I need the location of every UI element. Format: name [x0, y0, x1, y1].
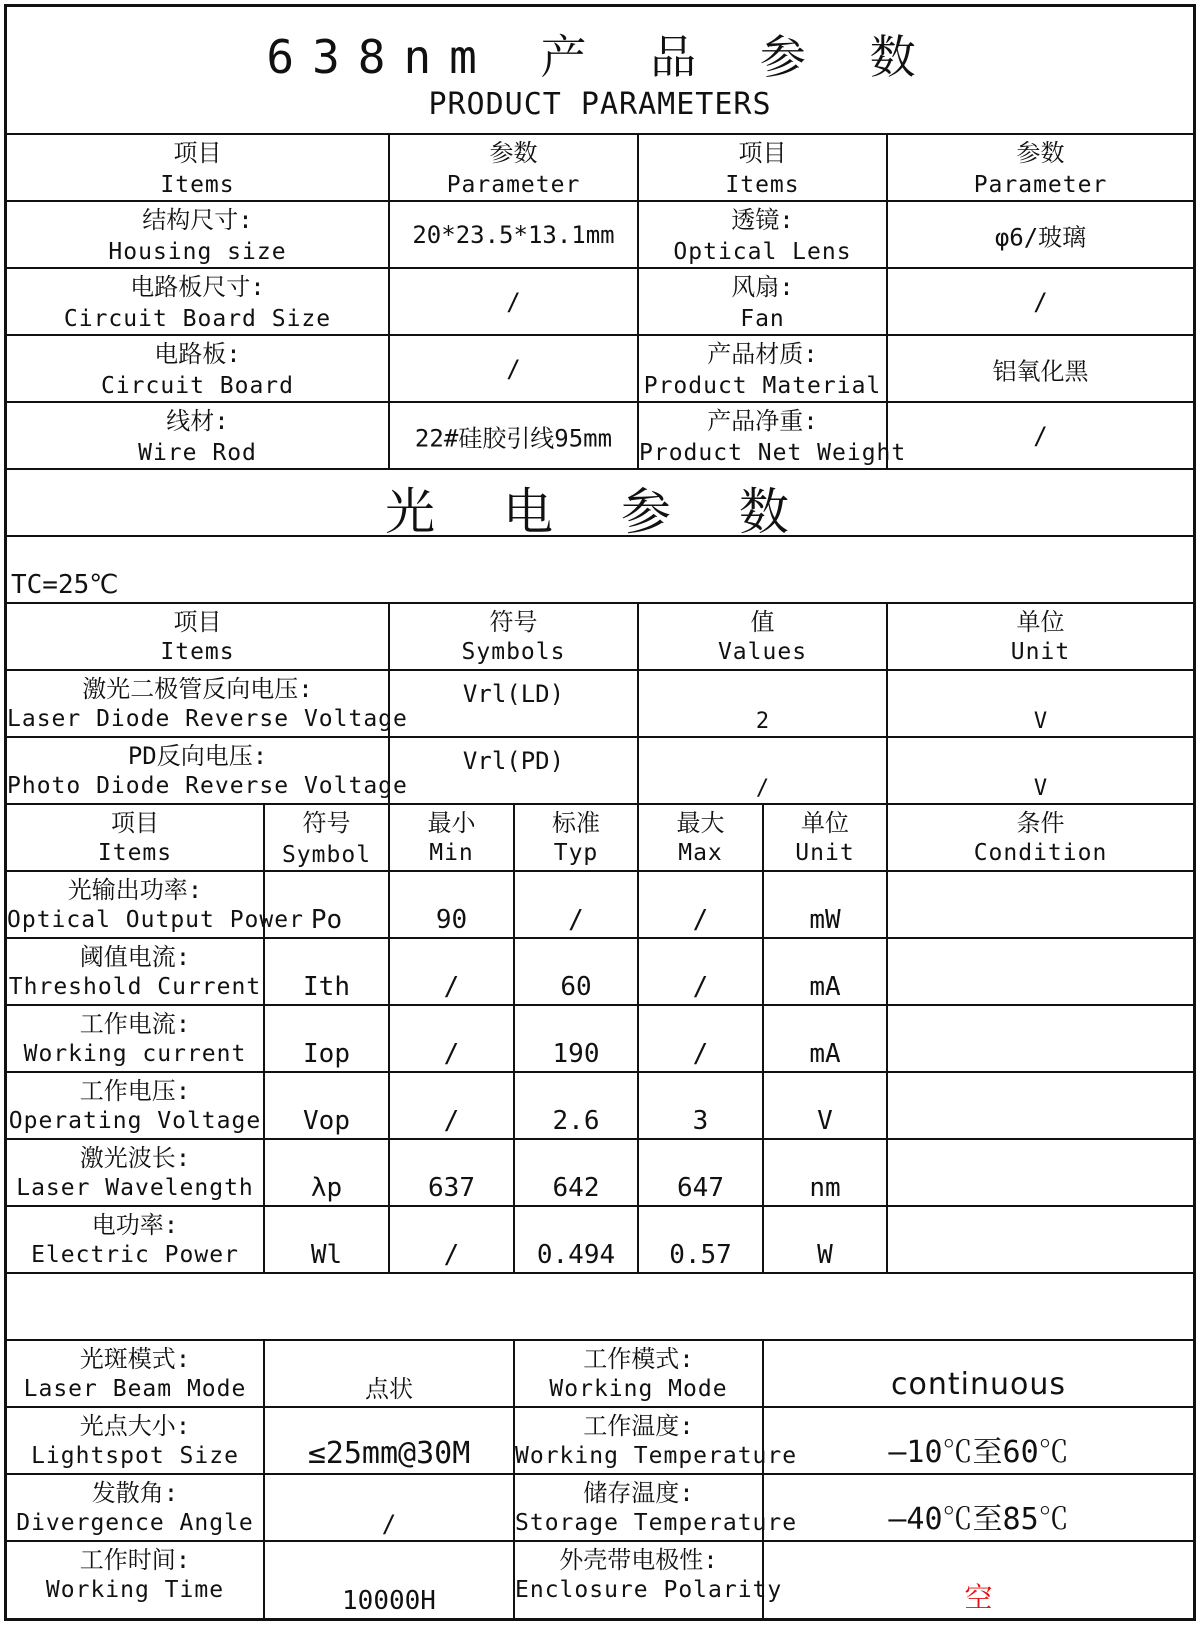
item-en: Laser Beam Mode — [23, 1376, 247, 1402]
item-cn: 工作模式: — [583, 1345, 694, 1373]
spec-min: / — [443, 1240, 460, 1270]
item-value: —40℃至85℃ — [888, 1502, 1069, 1537]
header-en: Items — [160, 639, 235, 665]
max-cell — [639, 1207, 764, 1272]
item-cell — [7, 269, 390, 334]
spec-symbol: λp — [310, 1173, 343, 1203]
item-en: Product Net Weight — [639, 440, 907, 466]
spec-max: 647 — [677, 1173, 724, 1203]
test-condition: TC=25℃ — [11, 570, 119, 600]
header-en: Max — [678, 840, 723, 866]
header-cell — [390, 135, 639, 200]
header-cn: 参数 — [489, 139, 538, 167]
item-en: Working Mode — [549, 1376, 728, 1402]
item-en: Operating Voltage — [8, 1108, 262, 1134]
header-cell — [639, 135, 888, 200]
typ-cell — [515, 1207, 639, 1272]
item-value: / — [755, 776, 770, 801]
item-cell — [7, 1207, 265, 1272]
item-en: Enclosure Polarity — [515, 1577, 783, 1603]
opto-header-row — [7, 604, 1193, 671]
item-symbol: Vrl(PD) — [462, 746, 565, 775]
header-en: Symbols — [461, 639, 566, 665]
max-cell — [639, 872, 764, 937]
header-cell — [639, 604, 888, 669]
value-cell — [265, 1542, 515, 1618]
item-cn: 光点大小: — [79, 1412, 191, 1440]
value-cell — [888, 269, 1193, 334]
symbol-cell — [390, 671, 639, 736]
header-cell — [265, 805, 390, 870]
spec-row — [7, 872, 1193, 939]
min-cell — [390, 872, 515, 937]
spec-symbol: Po — [310, 905, 343, 935]
item-en: Working Temperature — [515, 1443, 798, 1469]
header-en: Values — [717, 639, 808, 665]
item-en: Wire Rod — [138, 440, 257, 466]
value-cell — [390, 336, 639, 401]
header-cn: 单位 — [801, 809, 849, 837]
spec-unit: V — [817, 1106, 833, 1136]
item-en: Fan — [740, 306, 785, 332]
max-cell — [639, 939, 764, 1004]
value-cell — [390, 202, 639, 267]
header-cn: 值 — [750, 608, 775, 636]
spec-row — [7, 1073, 1193, 1140]
spec-symbol: Iop — [303, 1039, 350, 1069]
item-cell — [7, 939, 265, 1004]
header-cell — [888, 604, 1193, 669]
item-cn: 工作温度: — [583, 1412, 694, 1440]
item-value: 10000H — [342, 1586, 436, 1616]
item-cn: 光输出功率: — [67, 876, 203, 904]
typ-cell — [515, 872, 639, 937]
item-value: 22#硅胶引线95mm — [414, 424, 613, 452]
header-cell — [7, 135, 390, 200]
header-en: Min — [429, 840, 474, 866]
item-cn: 产品材质: — [707, 340, 818, 368]
mode-row — [7, 1408, 1193, 1475]
item-en: Working current — [23, 1041, 247, 1067]
item-value: continuous — [891, 1367, 1066, 1402]
spec-min: 637 — [428, 1173, 475, 1203]
item-cn: 阈值电流: — [79, 943, 191, 971]
header-cn: 项目 — [173, 608, 222, 636]
item-en: Circuit Board — [100, 373, 294, 399]
header-cell — [7, 604, 390, 669]
symbol-cell — [265, 872, 390, 937]
item-symbol: Vrl(LD) — [462, 679, 565, 708]
max-cell — [639, 1006, 764, 1071]
spec-min: / — [443, 972, 460, 1002]
item-en: Product Material — [643, 373, 882, 399]
condition-cell — [888, 1207, 1193, 1272]
item-value: —10℃至60℃ — [888, 1435, 1069, 1470]
header-cn: 标准 — [552, 809, 600, 837]
unit-cell — [764, 1073, 888, 1138]
header-cell — [888, 805, 1193, 870]
item-cn: 工作电压: — [79, 1077, 191, 1105]
spec-typ: 0.494 — [536, 1240, 616, 1270]
item-cell — [7, 1006, 265, 1071]
specs-header-row — [7, 805, 1193, 872]
symbol-cell — [265, 939, 390, 1004]
typ-cell — [515, 939, 639, 1004]
condition-cell — [888, 1006, 1193, 1071]
header-en: Items — [160, 172, 235, 198]
value-cell — [888, 336, 1193, 401]
unit-cell — [764, 1207, 888, 1272]
item-en: Photo Diode Reverse Voltage — [7, 773, 408, 799]
item-en: Laser Diode Reverse Voltage — [7, 706, 408, 732]
item-cn: 透镜: — [731, 206, 794, 234]
header-cn: 条件 — [1016, 809, 1065, 837]
item-unit: V — [1033, 709, 1048, 734]
item-cn: 外壳带电极性: — [559, 1546, 718, 1574]
product-header-row — [7, 135, 1193, 202]
value-cell — [265, 1408, 515, 1473]
item-cn: 储存温度: — [583, 1479, 694, 1507]
value-cell — [390, 269, 639, 334]
item-en: Optical Output Power — [7, 907, 304, 933]
item-cell — [639, 336, 888, 401]
header-cn: 符号 — [302, 809, 351, 837]
spec-typ: 2.6 — [552, 1106, 600, 1136]
spec-min: / — [443, 1106, 460, 1136]
item-cell — [7, 1140, 265, 1205]
item-cell — [7, 1475, 265, 1540]
mode-row — [7, 1475, 1193, 1542]
item-cn: 产品净重: — [707, 407, 818, 435]
item-en: Circuit Board Size — [63, 306, 332, 332]
item-cell — [7, 403, 390, 468]
header-en: Items — [97, 840, 173, 866]
item-cn: 结构尺寸: — [142, 206, 253, 234]
header-cn: 最大 — [676, 809, 725, 837]
value-cell — [639, 738, 888, 803]
typ-cell — [515, 1073, 639, 1138]
symbol-cell — [265, 1006, 390, 1071]
header-en: Symbol — [281, 842, 372, 868]
title-block — [7, 7, 1193, 135]
value-cell — [764, 1341, 1193, 1406]
item-cell — [639, 202, 888, 267]
item-value: 铝氧化黑 — [992, 357, 1089, 385]
item-value: / — [506, 287, 521, 316]
spec-typ: / — [568, 905, 584, 935]
spec-max: / — [692, 905, 709, 935]
header-cell — [888, 135, 1193, 200]
opto-row — [7, 671, 1193, 738]
item-cell — [7, 1073, 265, 1138]
spec-row — [7, 1006, 1193, 1073]
header-en: Condition — [973, 840, 1108, 866]
symbol-cell — [265, 1207, 390, 1272]
spec-typ: 60 — [560, 972, 592, 1002]
item-cn: 激光二极管反向电压: — [82, 675, 313, 703]
item-value: / — [1033, 287, 1048, 316]
header-cell — [639, 805, 764, 870]
enclosure-polarity-value: 空 — [964, 1581, 993, 1614]
item-cn: 线材: — [166, 407, 229, 435]
product-row — [7, 202, 1193, 269]
item-cn: PD反向电压: — [127, 742, 268, 770]
item-value: 20*23.5*13.1mm — [412, 220, 615, 249]
spec-row — [7, 1207, 1193, 1274]
tc-row — [7, 537, 1193, 604]
item-cell — [7, 202, 390, 267]
spec-unit: nm — [809, 1173, 841, 1203]
spec-typ: 190 — [552, 1039, 600, 1069]
spec-max: 3 — [692, 1106, 709, 1136]
spec-symbol: Vop — [303, 1106, 350, 1136]
item-cell — [515, 1542, 783, 1618]
header-en: Parameter — [446, 172, 581, 198]
header-en: Items — [725, 172, 800, 198]
item-value: φ6/玻璃 — [994, 223, 1087, 251]
min-cell — [390, 939, 515, 1004]
header-cell — [390, 805, 515, 870]
item-cn: 光斑模式: — [79, 1345, 191, 1373]
section-title: 光 电 参 数 — [385, 483, 815, 541]
item-cn: 工作电流: — [79, 1010, 191, 1038]
max-cell — [639, 1073, 764, 1138]
header-cn: 单位 — [1016, 608, 1065, 636]
value-cell — [888, 202, 1193, 267]
item-cell — [7, 1408, 265, 1473]
unit-cell — [888, 738, 1193, 803]
spec-max: 0.57 — [669, 1240, 732, 1270]
product-row — [7, 269, 1193, 336]
spec-max: / — [692, 972, 709, 1002]
unit-cell — [888, 671, 1193, 736]
unit-cell — [764, 872, 888, 937]
symbol-cell — [265, 1073, 390, 1138]
header-cn: 项目 — [738, 139, 787, 167]
header-en: Parameter — [973, 172, 1108, 198]
product-row — [7, 403, 1193, 470]
opto-row — [7, 738, 1193, 805]
header-cn: 最小 — [427, 809, 476, 837]
header-cell — [7, 805, 265, 870]
item-en: Laser Wavelength — [16, 1175, 254, 1201]
item-en: Lightspot Size — [31, 1443, 239, 1469]
item-value: / — [506, 354, 521, 383]
value-cell — [764, 1408, 1193, 1473]
spec-unit: mA — [809, 972, 841, 1002]
unit-cell — [764, 1006, 888, 1071]
item-cell — [7, 738, 408, 803]
header-cell — [390, 604, 639, 669]
spec-unit: mW — [809, 905, 841, 935]
parameter-sheet — [4, 4, 1196, 1621]
item-cn: 发散角: — [91, 1479, 179, 1507]
value-cell — [639, 671, 888, 736]
header-cn: 参数 — [1016, 139, 1065, 167]
item-cell — [515, 1341, 764, 1406]
min-cell — [390, 1073, 515, 1138]
header-en: Typ — [553, 840, 599, 866]
item-cn: 风扇: — [731, 273, 794, 301]
typ-cell — [515, 1006, 639, 1071]
item-cell — [7, 1542, 265, 1618]
item-cell — [515, 1475, 798, 1540]
item-en: Electric Power — [31, 1242, 239, 1268]
mode-row — [7, 1341, 1193, 1408]
spec-unit: W — [817, 1240, 833, 1270]
product-row — [7, 336, 1193, 403]
item-cell — [639, 403, 907, 468]
spec-row — [7, 939, 1193, 1006]
item-cn: 激光波长: — [79, 1144, 191, 1172]
item-cell — [515, 1408, 798, 1473]
item-cell — [7, 872, 304, 937]
item-cn: 工作时间: — [79, 1546, 191, 1574]
item-value: / — [381, 1510, 397, 1538]
value-cell — [265, 1475, 515, 1540]
condition-cell — [888, 1140, 1193, 1205]
unit-cell — [764, 939, 888, 1004]
spec-typ: 642 — [552, 1173, 600, 1203]
spacer-row — [7, 1274, 1193, 1341]
item-en: Optical Lens — [673, 239, 852, 265]
page-subtitle: PRODUCT PARAMETERS — [428, 87, 772, 122]
header-cn: 符号 — [489, 608, 538, 636]
header-cn: 项目 — [111, 809, 159, 837]
symbol-cell — [265, 1140, 390, 1205]
header-cell — [764, 805, 888, 870]
spec-row — [7, 1140, 1193, 1207]
value-cell — [764, 1542, 1193, 1618]
condition-cell — [888, 872, 1193, 937]
item-value: / — [1033, 421, 1048, 450]
item-value: 点状 — [365, 1375, 413, 1403]
item-cell — [7, 671, 408, 736]
unit-cell — [764, 1140, 888, 1205]
item-en: Divergence Angle — [16, 1510, 254, 1536]
item-cn: 电路板尺寸: — [130, 273, 265, 301]
max-cell — [639, 1140, 764, 1205]
item-cn: 电功率: — [91, 1211, 179, 1239]
value-cell — [764, 1475, 1193, 1540]
condition-cell — [888, 939, 1193, 1004]
spec-symbol: Wl — [310, 1240, 343, 1270]
min-cell — [390, 1207, 515, 1272]
value-cell — [265, 1341, 515, 1406]
min-cell — [390, 1006, 515, 1071]
typ-cell — [515, 1140, 639, 1205]
item-cell — [639, 269, 888, 334]
min-cell — [390, 1140, 515, 1205]
spec-min: / — [443, 1039, 460, 1069]
condition-cell — [888, 1073, 1193, 1138]
spec-symbol: Ith — [303, 972, 350, 1002]
header-cn: 项目 — [173, 139, 222, 167]
item-en: Working Time — [45, 1577, 225, 1603]
header-cell — [515, 805, 639, 870]
item-en: Storage Temperature — [515, 1510, 798, 1536]
value-cell — [888, 403, 1193, 468]
header-en: Unit — [795, 840, 855, 866]
header-en: Unit — [1010, 639, 1071, 665]
item-value: ≤25mm@30M — [307, 1436, 471, 1471]
item-cn: 电路板: — [154, 340, 241, 368]
spec-unit: mA — [809, 1039, 841, 1069]
spec-min: 90 — [435, 905, 468, 935]
symbol-cell — [390, 738, 639, 803]
item-en: Housing size — [108, 239, 287, 265]
spec-max: / — [692, 1039, 709, 1069]
item-cell — [7, 336, 390, 401]
item-unit: V — [1033, 776, 1048, 801]
section-title-row — [7, 470, 1193, 541]
mode-row — [7, 1542, 1193, 1618]
item-en: Threshold Current — [8, 974, 262, 1000]
item-value: 2 — [755, 709, 770, 734]
value-cell — [390, 403, 639, 468]
item-cell — [7, 1341, 265, 1406]
page-title: 638nm 产 品 参 数 — [266, 30, 934, 84]
